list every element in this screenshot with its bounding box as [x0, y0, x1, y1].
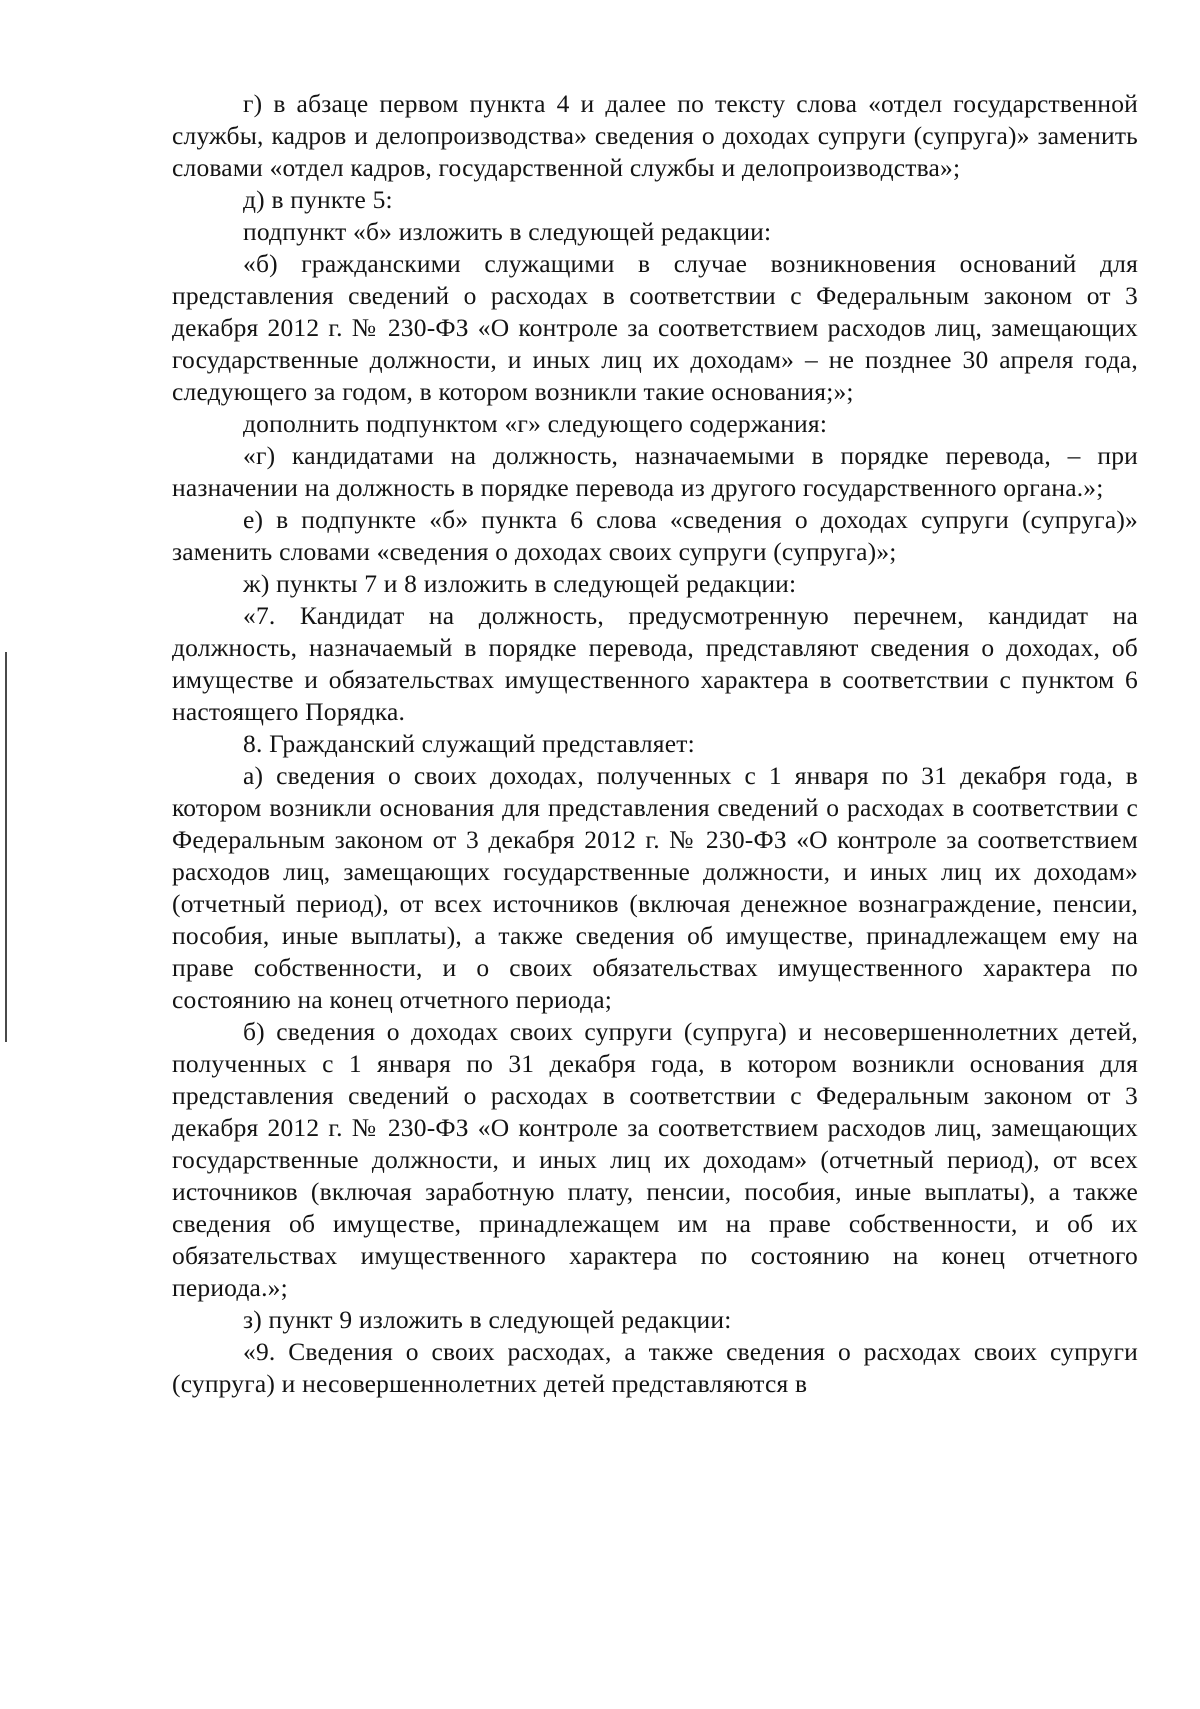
- paragraph-subpunkt-b-text: «б) гражданскими служащими в случае возникновения оснований для представления сведений о расходах в соответствии с Федеральным законом от 3 декабря 2012 г. № 230-ФЗ «О контроле за соответствием расходов лиц, замещающих государственные должности, и иных лиц их доходам» – не позднее 30 апреля года, следующего за годом, в котором возникли такие основания;»;: [172, 249, 1138, 406]
- paragraph-subpunkt-g-intro: дополнить подпунктом «г» следующего содержания:: [243, 409, 828, 438]
- paragraph-punkt-7: «7. Кандидат на должность, предусмотренную перечнем, кандидат на должность, назначаемый в порядке перевода, представляют сведения о доходах, об имуществе и обязательствах имущественного характера в соответствии с пунктом 6 настоящего Порядка.: [172, 601, 1138, 726]
- scan-edge-line: [5, 652, 7, 1042]
- paragraph-z-punkt9: з) пункт 9 изложить в следующей редакции:: [243, 1305, 732, 1334]
- paragraph-e-punkt6: е) в подпункте «б» пункта 6 слова «сведения о доходах супруги (супруга)» заменить словами «сведения о доходах своих супруги (супруга)»;: [172, 505, 1138, 566]
- paragraph-punkt-8-b: б) сведения о доходах своих супруги (супруга) и несовершеннолетних детей, полученных с 1 января по 31 декабря года, в котором возникли основания для представления сведений о расходах в соответствии с Федеральным законом от 3 декабря 2012 г. № 230-ФЗ «О контроле за соответствием расходов лиц, замещающих государственные должности, и иных лиц их доходам» (отчетный период), от всех источников (включая заработную плату, пенсии, пособия, иные выплаты), а также сведения об имуществе, принадлежащем им на праве собственности, и об их обязательствах имущественного характера по состоянию на конец отчетного периода.»;: [172, 1017, 1138, 1302]
- paragraph-zh-punkty-7-8: ж) пункты 7 и 8 изложить в следующей редакции:: [243, 569, 797, 598]
- paragraph-punkt-8-a: а) сведения о своих доходах, полученных с 1 января по 31 декабря года, в котором возникли основания для представления сведений о расходах в соответствии с Федеральным законом от 3 декабря 2012 г. № 230-ФЗ «О контроле за соответствием расходов лиц, замещающих государственные должности, и иных лиц их доходам» (отчетный период), от всех источников (включая денежное вознаграждение, пенсии, пособия, иные выплаты), а также сведения об имуществе, принадлежащем ему на праве собственности, и о своих обязательствах имущественного характера по состоянию на конец отчетного периода;: [172, 761, 1138, 1014]
- paragraph-subpunkt-g-text: «г) кандидатами на должность, назначаемыми в порядке перевода, – при назначении на должность в порядке перевода из другого государственного органа.»;: [172, 441, 1138, 502]
- paragraph-punkt-9: «9. Сведения о своих расходах, а также сведения о расходах своих супруги (супруга) и несовершеннолетних детей представляются в: [172, 1337, 1138, 1398]
- paragraph-subpunkt-b-intro: подпункт «б» изложить в следующей редакции:: [243, 217, 772, 246]
- paragraph-d-punkt5: д) в пункте 5:: [243, 185, 393, 214]
- document-body: [172, 88, 1138, 1400]
- paragraph-punkt-8: 8. Гражданский служащий представляет:: [243, 729, 695, 758]
- paragraph-g-abzac: г) в абзаце первом пункта 4 и далее по тексту слова «отдел государственной службы, кадров и делопроизводства» сведения о доходах супруги (супруга)» заменить словами «отдел кадров, государственной службы и делопроизводства»;: [172, 89, 1138, 182]
